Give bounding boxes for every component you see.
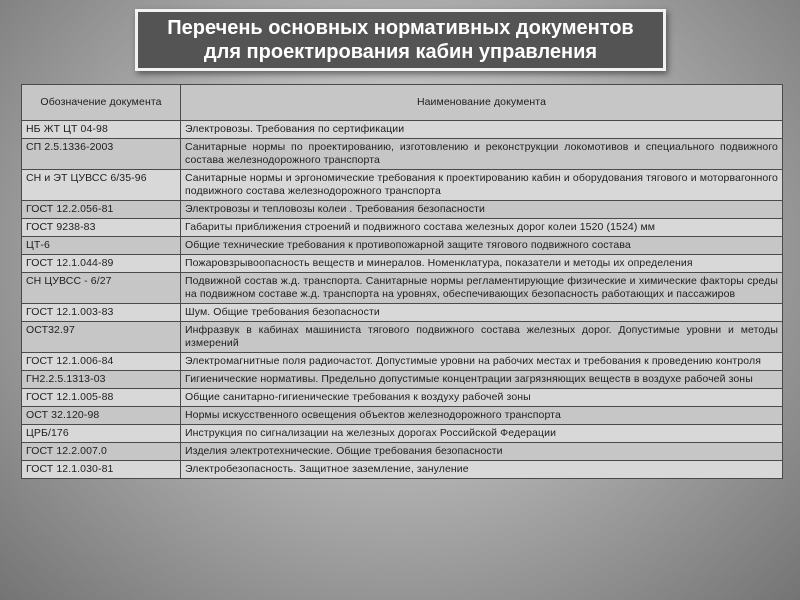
header-name: Наименование документа (181, 85, 783, 121)
table-row (22, 170, 783, 201)
doc-name: Нормы искусственного освещения объектов железнодорожного транспорта (181, 407, 783, 425)
doc-code: ГОСТ 12.1.006-84 (22, 353, 181, 371)
doc-name: Подвижной состав ж.д. транспорта. Санитарные нормы регламентирующие физические и химические факторы среды на подвижном составе ж.д. транспорта на уровнях, обеспечивающих безопасность работающих и пассажиров (181, 273, 783, 304)
doc-code: ГОСТ 9238-83 (22, 219, 181, 237)
doc-code: ОСТ 32.120-98 (22, 407, 181, 425)
doc-code: ГОСТ 12.1.030-81 (22, 461, 181, 479)
table-row (22, 139, 783, 170)
table-row (22, 389, 783, 407)
table-row (22, 461, 783, 479)
slide-title-line-1: Перечень основных нормативных документов (167, 17, 634, 39)
doc-name: Общие технические требования к противопожарной защите тягового подвижного состава (181, 237, 783, 255)
documents-table (21, 84, 783, 479)
doc-code: СП 2.5.1336-2003 (22, 139, 181, 170)
table-row (22, 255, 783, 273)
table-row (22, 304, 783, 322)
doc-code: ГОСТ 12.1.005-88 (22, 389, 181, 407)
doc-name: Инструкция по сигнализации на железных дорогах Российской Федерации (181, 425, 783, 443)
slide-title (135, 9, 666, 71)
doc-name: Электромагнитные поля радиочастот. Допустимые уровни на рабочих местах и требования к проведению контроля (181, 353, 783, 371)
doc-code: НБ ЖТ ЦТ 04-98 (22, 121, 181, 139)
doc-code: ГОСТ 12.1.003-83 (22, 304, 181, 322)
doc-name: Инфразвук в кабинах машиниста тягового подвижного состава железных дорог. Допустимые уровни и методы измерений (181, 322, 783, 353)
table-header-row (22, 85, 783, 121)
doc-code: ГОСТ 12.2.007.0 (22, 443, 181, 461)
doc-name: Габариты приближения строений и подвижного состава железных дорог колеи 1520 (1524) мм (181, 219, 783, 237)
doc-code: ГН2.2.5.1313-03 (22, 371, 181, 389)
table-row (22, 443, 783, 461)
doc-code: ОСТ32.97 (22, 322, 181, 353)
table-row (22, 273, 783, 304)
slide-title-line-2: для проектирования кабин управления (203, 41, 598, 63)
table-row (22, 322, 783, 353)
table-row (22, 371, 783, 389)
doc-code: СН ЦУВСС - 6/27 (22, 273, 181, 304)
doc-name: Электровозы и тепловозы колеи . Требования безопасности (181, 201, 783, 219)
doc-code: ЦТ-6 (22, 237, 181, 255)
table-row (22, 121, 783, 139)
table-row (22, 219, 783, 237)
table-row (22, 425, 783, 443)
table-row (22, 353, 783, 371)
doc-code: ГОСТ 12.1.044-89 (22, 255, 181, 273)
doc-name: Шум. Общие требования безопасности (181, 304, 783, 322)
doc-name: Санитарные нормы и эргономические требования к проектированию кабин и оборудования тягового и моторвагонного подвижного состава железнодорожного транспорта (181, 170, 783, 201)
table-body (22, 121, 783, 479)
doc-name: Санитарные нормы по проектированию, изготовлению и реконструкции локомотивов и специального подвижного состава железнодорожного транспорта (181, 139, 783, 170)
doc-name: Пожаровзрывоопасность веществ и минералов. Номенклатура, показатели и методы их определения (181, 255, 783, 273)
doc-name: Изделия электротехнические. Общие требования безопасности (181, 443, 783, 461)
header-code: Обозначение документа (22, 85, 181, 121)
doc-code: ЦРБ/176 (22, 425, 181, 443)
doc-code: СН и ЭТ ЦУВСС 6/35-96 (22, 170, 181, 201)
doc-name: Электровозы. Требования по сертификации (181, 121, 783, 139)
doc-code: ГОСТ 12.2.056-81 (22, 201, 181, 219)
doc-name: Электробезопасность. Защитное заземление, зануление (181, 461, 783, 479)
doc-name: Гигиенические нормативы. Предельно допустимые концентрации загрязняющих веществ в воздухе рабочей зоны (181, 371, 783, 389)
table-row (22, 201, 783, 219)
doc-name: Общие санитарно-гигиенические требования к воздуху рабочей зоны (181, 389, 783, 407)
table-row (22, 407, 783, 425)
table-row (22, 237, 783, 255)
